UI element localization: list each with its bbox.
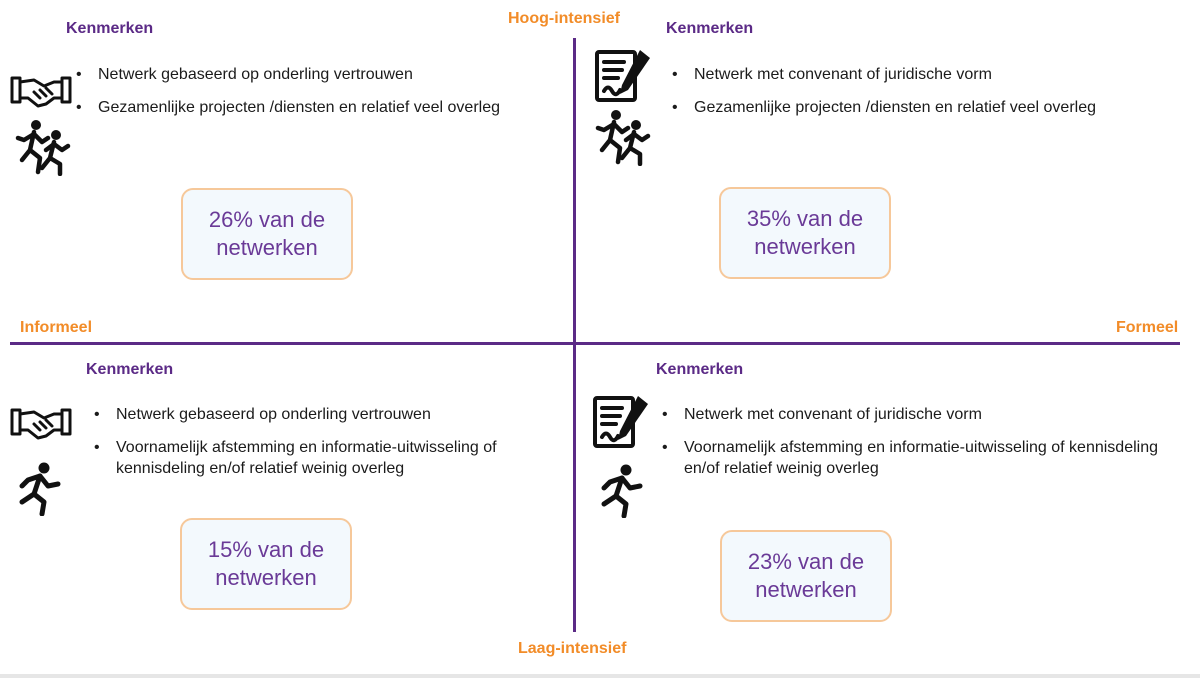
single-runner-icon bbox=[596, 464, 646, 518]
axis-label-right: Formeel bbox=[1116, 319, 1179, 336]
signed-document-icon bbox=[592, 392, 650, 450]
axis-label-left: Informeel bbox=[20, 319, 93, 336]
bullet-list-bottom-right bbox=[662, 404, 1162, 491]
single-runner-icon bbox=[14, 462, 64, 516]
signed-document-icon bbox=[594, 46, 652, 104]
stat-box-bottom-left: 15% van de netwerken bbox=[180, 518, 352, 610]
running-group-icon bbox=[14, 118, 72, 176]
bullet-item: • Gezamenlijke projecten /diensten en relatief veel overleg bbox=[76, 97, 516, 118]
bullet-item: • Netwerk gebaseerd op onderling vertrouwen bbox=[94, 404, 534, 425]
handshake-icon bbox=[10, 72, 72, 112]
axis-label-top: Hoog-intensief bbox=[508, 10, 620, 27]
bullet-list-bottom-left bbox=[94, 404, 534, 491]
quadrant-title-bottom-left: Kenmerken bbox=[86, 361, 174, 378]
bullet-item: • Netwerk gebaseerd op onderling vertrouwen bbox=[76, 64, 516, 85]
bullet-item: • Voornamelijk afstemming en informatie-uitwisseling of kennisdeling en/of relatief weinig overleg bbox=[94, 437, 534, 479]
stat-box-top-right: 35% van de netwerken bbox=[719, 187, 891, 279]
bullet-item: • Netwerk met convenant of juridische vorm bbox=[672, 64, 1132, 85]
bullet-item: • Voornamelijk afstemming en informatie-uitwisseling of kennisdeling en/of relatief weinig overleg bbox=[662, 437, 1162, 479]
bullet-item: • Netwerk met convenant of juridische vorm bbox=[662, 404, 1162, 425]
horizontal-axis bbox=[10, 342, 1180, 345]
bullet-list-top-right bbox=[672, 64, 1132, 130]
quadrant-title-top-right: Kenmerken bbox=[666, 20, 754, 37]
handshake-icon bbox=[10, 404, 72, 444]
bullet-item: • Gezamenlijke projecten /diensten en relatief veel overleg bbox=[672, 97, 1132, 118]
axis-label-bottom: Laag-intensief bbox=[518, 640, 627, 657]
stat-box-bottom-right: 23% van de netwerken bbox=[720, 530, 892, 622]
vertical-axis bbox=[573, 38, 576, 632]
bottom-divider bbox=[0, 674, 1200, 678]
quadrant-title-top-left: Kenmerken bbox=[66, 20, 154, 37]
stat-box-top-left: 26% van de netwerken bbox=[181, 188, 353, 280]
running-group-icon bbox=[594, 108, 652, 166]
bullet-list-top-left bbox=[76, 64, 516, 130]
quadrant-title-bottom-right: Kenmerken bbox=[656, 361, 744, 378]
